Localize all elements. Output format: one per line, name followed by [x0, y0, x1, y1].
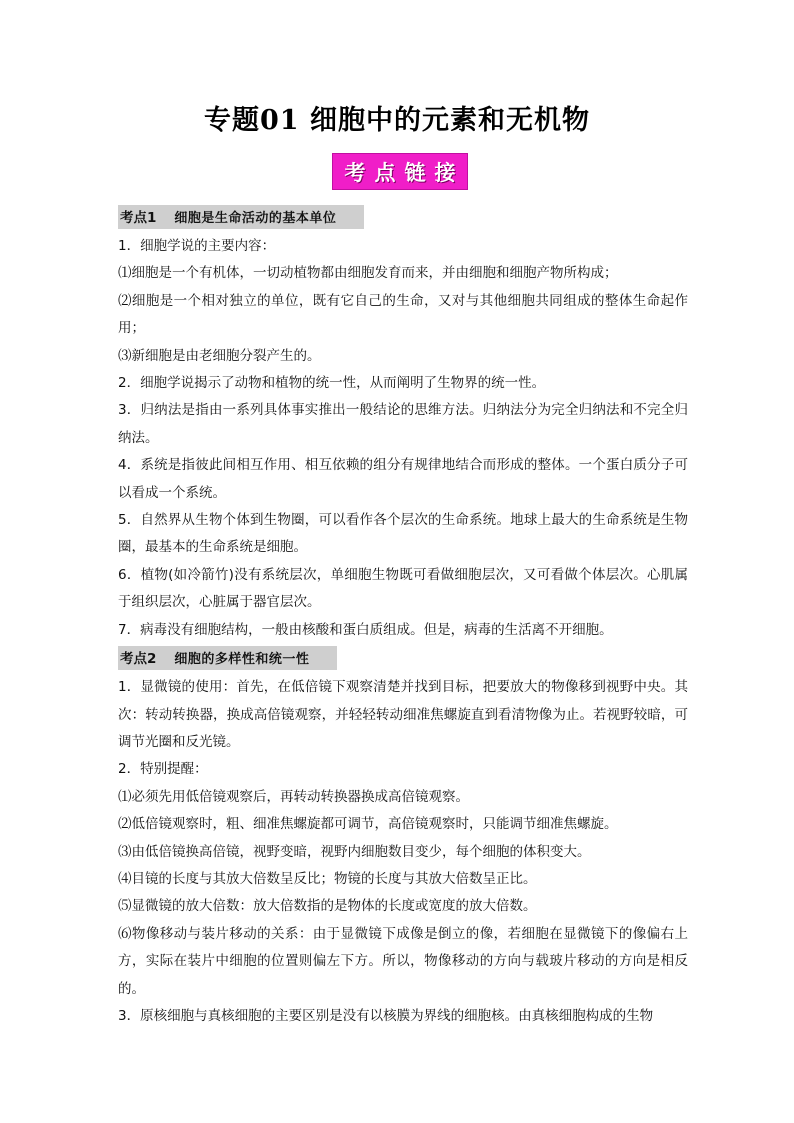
section-name: 细胞的多样性和统一性 [174, 652, 310, 668]
paragraph: ⑶由低倍镜换高倍镜，视野变暗，视野内细胞数目变少，每个细胞的体积变大。 [118, 843, 591, 860]
section-name: 细胞是生命活动的基本单位 [174, 211, 337, 226]
paragraph: 2．特别提醒： [118, 761, 208, 778]
paragraph: ⑵细胞是一个相对独立的单位，既有它自己的生命，又对与其他细胞共同组成的整体生命起作用； [118, 292, 688, 337]
paragraph: ⑵低倍镜观察时，粗、细准焦螺旋都可调节，高倍镜观察时，只能调节细准焦螺旋。 [118, 816, 618, 833]
paragraph: 5．自然界从生物个体到生物圈，可以看作各个层次的生命系统。地球上最大的生命系统是生物圈，最基本的生命系统是细胞。 [118, 512, 688, 556]
section-number: 考点1 [120, 210, 157, 226]
paragraph: ⑶新细胞是由老细胞分裂产生的。 [118, 347, 321, 364]
page-title: 专题01 细胞中的元素和无机物 [204, 105, 590, 136]
paragraph: ⑸显微镜的放大倍数：放大倍数指的是物体的长度或宽度的放大倍数。 [118, 898, 537, 915]
paragraph: ⑴细胞是一个有机体，一切动植物都由细胞发育而来，并由细胞和细胞产物所构成； [118, 265, 618, 282]
paragraph: 6．植物(如冷箭竹)没有系统层次，单细胞生物既可看做细胞层次，又可看做个体层次。心肌属于组织层次，心脏属于器官层次。 [118, 566, 688, 611]
section-heading-1 [118, 205, 364, 229]
paragraph: 4．系统是指彼此间相互作用、相互依赖的组分有规律地结合而形成的整体。一个蛋白质分子可以看成一个系统。 [118, 457, 688, 501]
paragraph: 7．病毒没有细胞结构，一般由核酸和蛋白质组成。但是，病毒的生活离不开细胞。 [118, 621, 613, 638]
paragraph: 1．显微镜的使用：首先，在低倍镜下观察清楚并找到目标，把要放大的物像移到视野中央。其次：转动转换器，换成高倍镜观察，并轻轻转动细准焦螺旋直到看清物像为止。若视野较暗，可调节光圈和反光镜。 [118, 679, 688, 750]
paragraph: 3．归纳法是指由一系列具体事实推出一般结论的思维方法。归纳法分为完全归纳法和不完全归纳法。 [118, 402, 688, 446]
paragraph: 3．原核细胞与真核细胞的主要区别是没有以核膜为界线的细胞核。由真核细胞构成的生物 [118, 1007, 654, 1024]
paragraph: ⑹物像移动与装片移动的关系：由于显微镜下成像是倒立的像，若细胞在显微镜下的像偏右上方，实际在装片中细胞的位置则偏左下方。所以，物像移动的方向与载玻片移动的方向是相反的。 [118, 925, 688, 997]
document-body [118, 205, 688, 1030]
section-heading-2 [118, 646, 337, 670]
paragraph: ⑷目镜的长度与其放大倍数呈反比；物镜的长度与其放大倍数呈正比。 [118, 870, 537, 887]
section-number: 考点2 [120, 651, 157, 668]
paragraph: 1．细胞学说的主要内容： [118, 238, 276, 254]
badge-label: 考点链接 [344, 160, 465, 185]
section-badge [332, 153, 468, 190]
paragraph: 2．细胞学说揭示了动物和植物的统一性，从而阐明了生物界的统一性。 [118, 375, 546, 392]
paragraph: ⑴必须先用低倍镜观察后，再转动转换器换成高倍镜观察。 [118, 788, 469, 805]
